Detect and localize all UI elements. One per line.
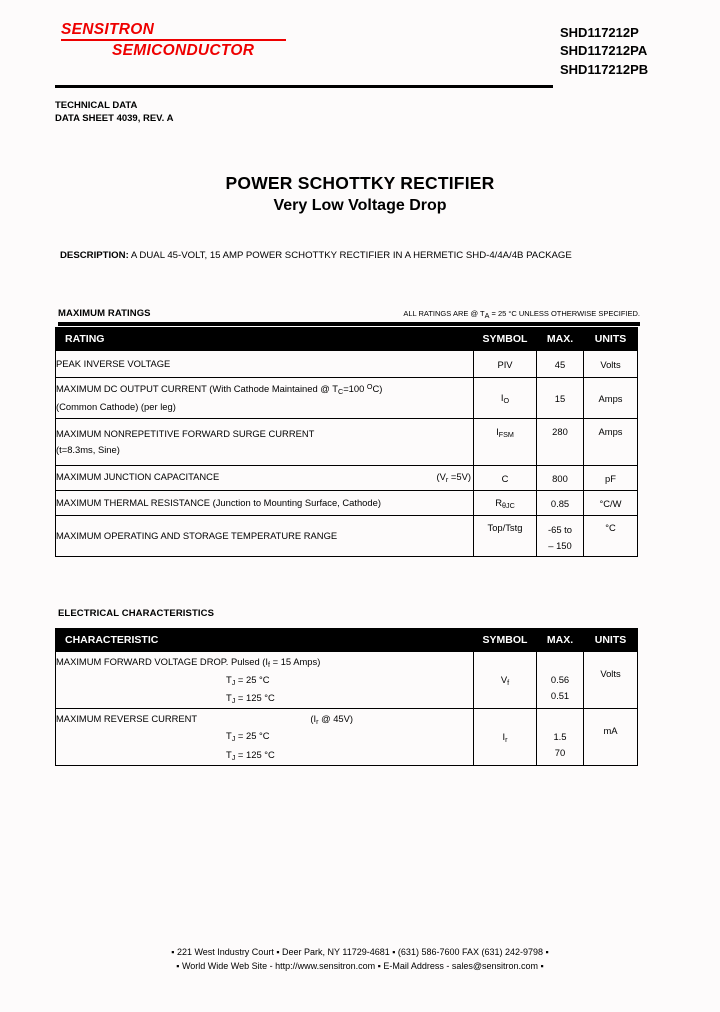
rating-symbol: $I_{FSM}$ bbox=[474, 419, 537, 466]
rating-description: MAXIMUM DC OUTPUT CURRENT (With Cathode Maintained @ $T_C=100$ $^O$C) (Common Cathode) (per leg) bbox=[56, 378, 474, 419]
characteristic-description: MAXIMUM FORWARD VOLTAGE DROP. Pulsed ($I_f = 15$ Amps) $T_J = 25$ °C $T_J = 125$ °C bbox=[56, 652, 474, 709]
rating-description: MAXIMUM JUNCTION CAPACITANCE $(V_r =5V)$ bbox=[56, 466, 474, 491]
rating-units: Amps bbox=[584, 378, 638, 419]
page-title bbox=[0, 173, 720, 215]
part-number-list bbox=[560, 24, 648, 79]
column-header-units: UNITS bbox=[584, 328, 638, 351]
column-header-max: MAX. bbox=[537, 629, 584, 652]
part-number-1: SHD117212P bbox=[560, 25, 639, 40]
maximum-ratings-label: MAXIMUM RATINGS bbox=[58, 308, 151, 319]
rating-max: 45 bbox=[537, 351, 584, 378]
rating-max: 280 bbox=[537, 419, 584, 466]
rating-units: pF bbox=[584, 466, 638, 491]
column-header-characteristic: CHARACTERISTIC bbox=[56, 629, 474, 652]
title-main: POWER SCHOTTKY RECTIFIER bbox=[225, 173, 495, 193]
characteristic-symbol: $I_r$ bbox=[474, 709, 537, 766]
rating-symbol: $I_O$ bbox=[474, 378, 537, 419]
maximum-ratings-note: ALL RATINGS ARE @ TA = 25 °C UNLESS OTHERWISE SPECIFIED. bbox=[403, 309, 640, 320]
rating-symbol: C bbox=[474, 466, 537, 491]
rating-max: -65 to – 150 bbox=[537, 516, 584, 557]
rating-symbol: PIV bbox=[474, 351, 537, 378]
table-row bbox=[56, 419, 638, 466]
rating-max: 0.85 bbox=[537, 491, 584, 516]
electrical-characteristics-heading: ELECTRICAL CHARACTERISTICS bbox=[58, 608, 215, 619]
description-text: A DUAL 45-VOLT, 15 AMP POWER SCHOTTKY RECTIFIER IN A HERMETIC SHD-4/4A/4B PACKAGE bbox=[128, 250, 572, 261]
table-row bbox=[56, 351, 638, 378]
rating-symbol: $R_{\theta JC}$ bbox=[474, 491, 537, 516]
column-header-rating: RATING bbox=[56, 328, 474, 351]
footer-address-line: ▪ 221 West Industry Court ▪ Deer Park, NY 11729-4681 ▪ (631) 586-7600 FAX (631) 242-9798 ▪ bbox=[171, 947, 549, 957]
column-header-max: MAX. bbox=[537, 328, 584, 351]
table-row bbox=[56, 709, 638, 766]
table-row bbox=[56, 652, 638, 709]
rating-units: °C bbox=[584, 516, 638, 557]
table-header-row bbox=[56, 629, 638, 652]
rating-description: MAXIMUM OPERATING AND STORAGE TEMPERATURE RANGE bbox=[56, 516, 474, 557]
company-name-line1: SENSITRON bbox=[61, 21, 155, 38]
description-paragraph bbox=[60, 249, 660, 263]
characteristic-max: 0.56 0.51 bbox=[537, 652, 584, 709]
document-meta bbox=[55, 100, 173, 126]
table-row bbox=[56, 516, 638, 557]
table-row bbox=[56, 378, 638, 419]
rating-description: PEAK INVERSE VOLTAGE bbox=[56, 351, 474, 378]
column-header-units: UNITS bbox=[584, 629, 638, 652]
part-number-3: SHD117212PB bbox=[560, 61, 649, 77]
rating-description: MAXIMUM NONREPETITIVE FORWARD SURGE CURRENT (t=8.3ms, Sine) bbox=[56, 419, 474, 466]
column-header-symbol: SYMBOL bbox=[474, 629, 537, 652]
technical-data-label: TECHNICAL DATA bbox=[55, 100, 138, 111]
maximum-ratings-rule bbox=[58, 322, 640, 326]
logo-underline bbox=[61, 39, 286, 41]
electrical-characteristics-table bbox=[55, 628, 638, 766]
characteristic-description: MAXIMUM REVERSE CURRENT ($I_r$ @ 45V) $T_J = 25$ °C $T_J = 125$ °C bbox=[56, 709, 474, 766]
part-number-2: SHD117212PA bbox=[560, 43, 648, 59]
footer-web-line: ▪ World Wide Web Site - http://www.sensitron.com ▪ E-Mail Address - sales@sensitron.com ▪ bbox=[176, 960, 544, 971]
rating-description: MAXIMUM THERMAL RESISTANCE (Junction to Mounting Surface, Cathode) bbox=[56, 491, 474, 516]
rating-units: Volts bbox=[584, 351, 638, 378]
table-header-row bbox=[56, 328, 638, 351]
characteristic-max: 1.5 70 bbox=[537, 709, 584, 766]
rating-max: 15 bbox=[537, 378, 584, 419]
title-sub: Very Low Voltage Drop bbox=[273, 197, 447, 214]
data-sheet-revision: DATA SHEET 4039, REV. A bbox=[55, 112, 174, 124]
table-row bbox=[56, 491, 638, 516]
header-divider bbox=[55, 85, 553, 88]
maximum-ratings-table bbox=[55, 327, 638, 557]
characteristic-units: Volts bbox=[584, 652, 638, 709]
characteristic-units: mA bbox=[584, 709, 638, 766]
description-label: DESCRIPTION: bbox=[60, 250, 129, 261]
page-footer bbox=[0, 946, 720, 974]
rating-units: °C/W bbox=[584, 491, 638, 516]
column-header-symbol: SYMBOL bbox=[474, 328, 537, 351]
table-row bbox=[56, 466, 638, 491]
rating-symbol: Top/Tstg bbox=[474, 516, 537, 557]
company-name-line2: SEMICONDUCTOR bbox=[112, 42, 255, 60]
company-logo bbox=[55, 22, 555, 60]
characteristic-symbol: $V_f$ bbox=[474, 652, 537, 709]
rating-units: Amps bbox=[584, 419, 638, 466]
rating-max: 800 bbox=[537, 466, 584, 491]
